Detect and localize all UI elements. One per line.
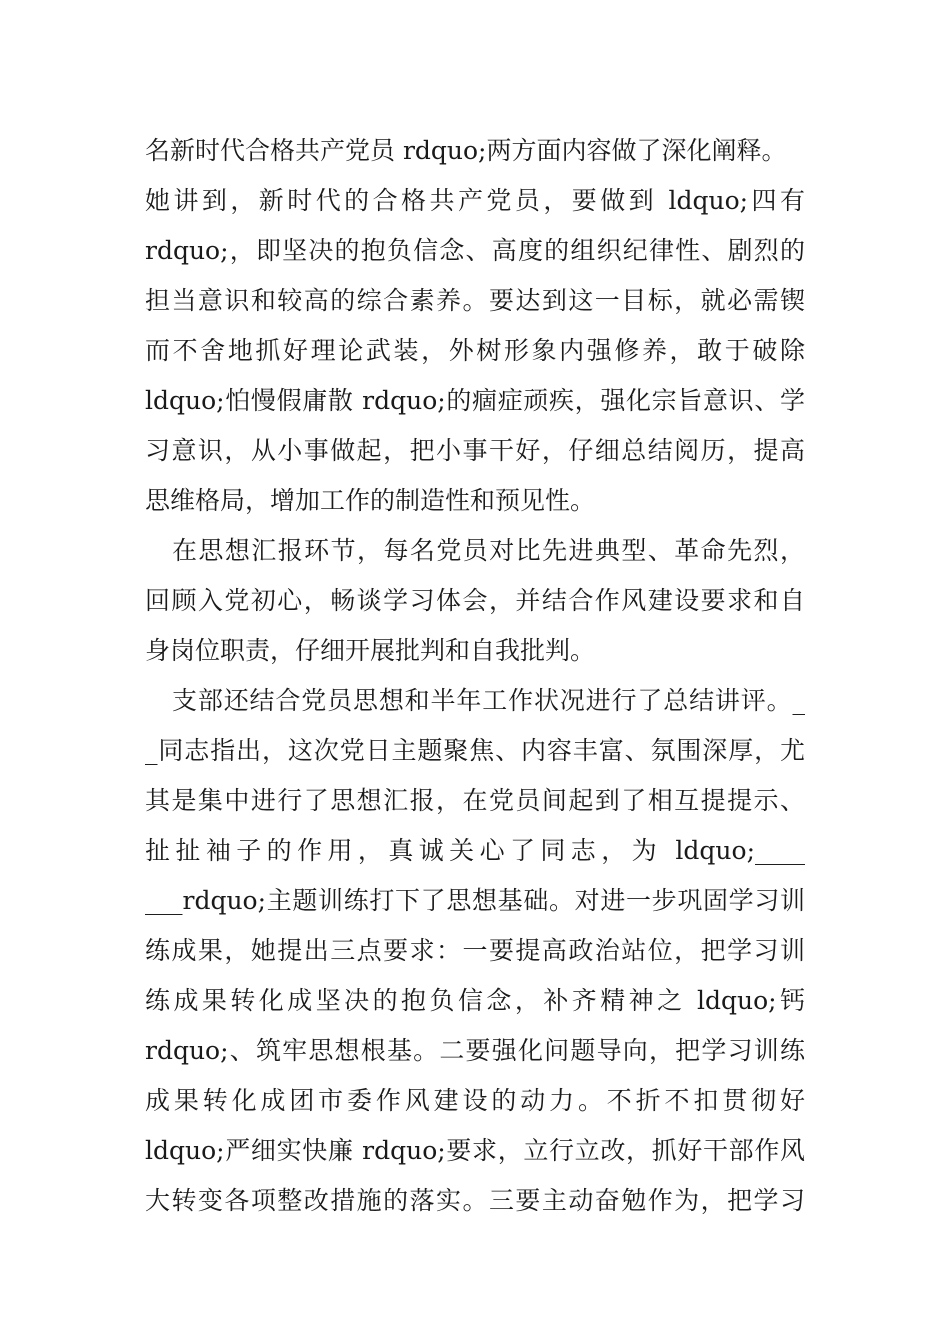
text-line: ___rdquo;主题训练打下了思想基础。对进一步巩固学习训 xyxy=(145,886,805,915)
text-line: ldquo;严细实快廉 rdquo;要求，立行立改，抓好干部作风 xyxy=(145,1136,805,1165)
text-line: 思维格局，增加工作的制造性和预见性。 xyxy=(145,486,596,515)
text-line: 而不舍地抓好理论武装，外树形象内强修养，敢于破除 xyxy=(145,336,805,365)
text-line: 大转变各项整改措施的落实。三要主动奋勉作为，把学习 xyxy=(145,1186,805,1215)
text-line: rdquo;、筑牢思想根基。二要强化问题导向，把学习训练 xyxy=(145,1036,805,1065)
paragraph-first-line: 在思想汇报环节，每名党员对比先进典型、革命先烈， xyxy=(172,536,805,565)
text-line: 名新时代合格共产党员 rdquo;两方面内容做了深化阐释。 xyxy=(145,136,787,165)
text-line: 成果转化成团市委作风建设的动力。不折不扣贯彻好 xyxy=(145,1086,805,1115)
text-line: 练成果转化成坚决的抱负信念，补齐精神之 ldquo;钙 xyxy=(145,986,805,1015)
paragraph-first-line: 支部还结合党员思想和半年工作状况进行了总结讲评。_ xyxy=(172,686,805,715)
text-line: 担当意识和较高的综合素养。要达到这一目标，就必需锲 xyxy=(145,286,805,315)
text-line: 身岗位职责，仔细开展批判和自我批判。 xyxy=(145,636,596,665)
text-line: 回顾入党初心，畅谈学习体会，并结合作风建设要求和自 xyxy=(145,586,805,615)
text-line: 扯扯袖子的作用，真诚关心了同志，为 ldquo;____ xyxy=(145,836,805,865)
text-line: ldquo;怕慢假庸散 rdquo;的痼症顽疾，强化宗旨意识、学 xyxy=(145,386,805,415)
text-line: 习意识，从小事做起，把小事干好，仔细总结阅历，提高 xyxy=(145,436,805,465)
text-line: 其是集中进行了思想汇报，在党员间起到了相互提提示、 xyxy=(145,786,805,815)
text-line: rdquo;，即坚决的抱负信念、高度的组织纪律性、剧烈的 xyxy=(145,236,805,265)
text-line: 她讲到，新时代的合格共产党员，要做到 ldquo;四有 xyxy=(145,186,805,215)
text-line: 练成果，她提出三点要求：一要提高政治站位，把学习训 xyxy=(145,936,805,965)
text-line: _同志指出，这次党日主题聚焦、内容丰富、氛围深厚，尤 xyxy=(145,736,805,765)
